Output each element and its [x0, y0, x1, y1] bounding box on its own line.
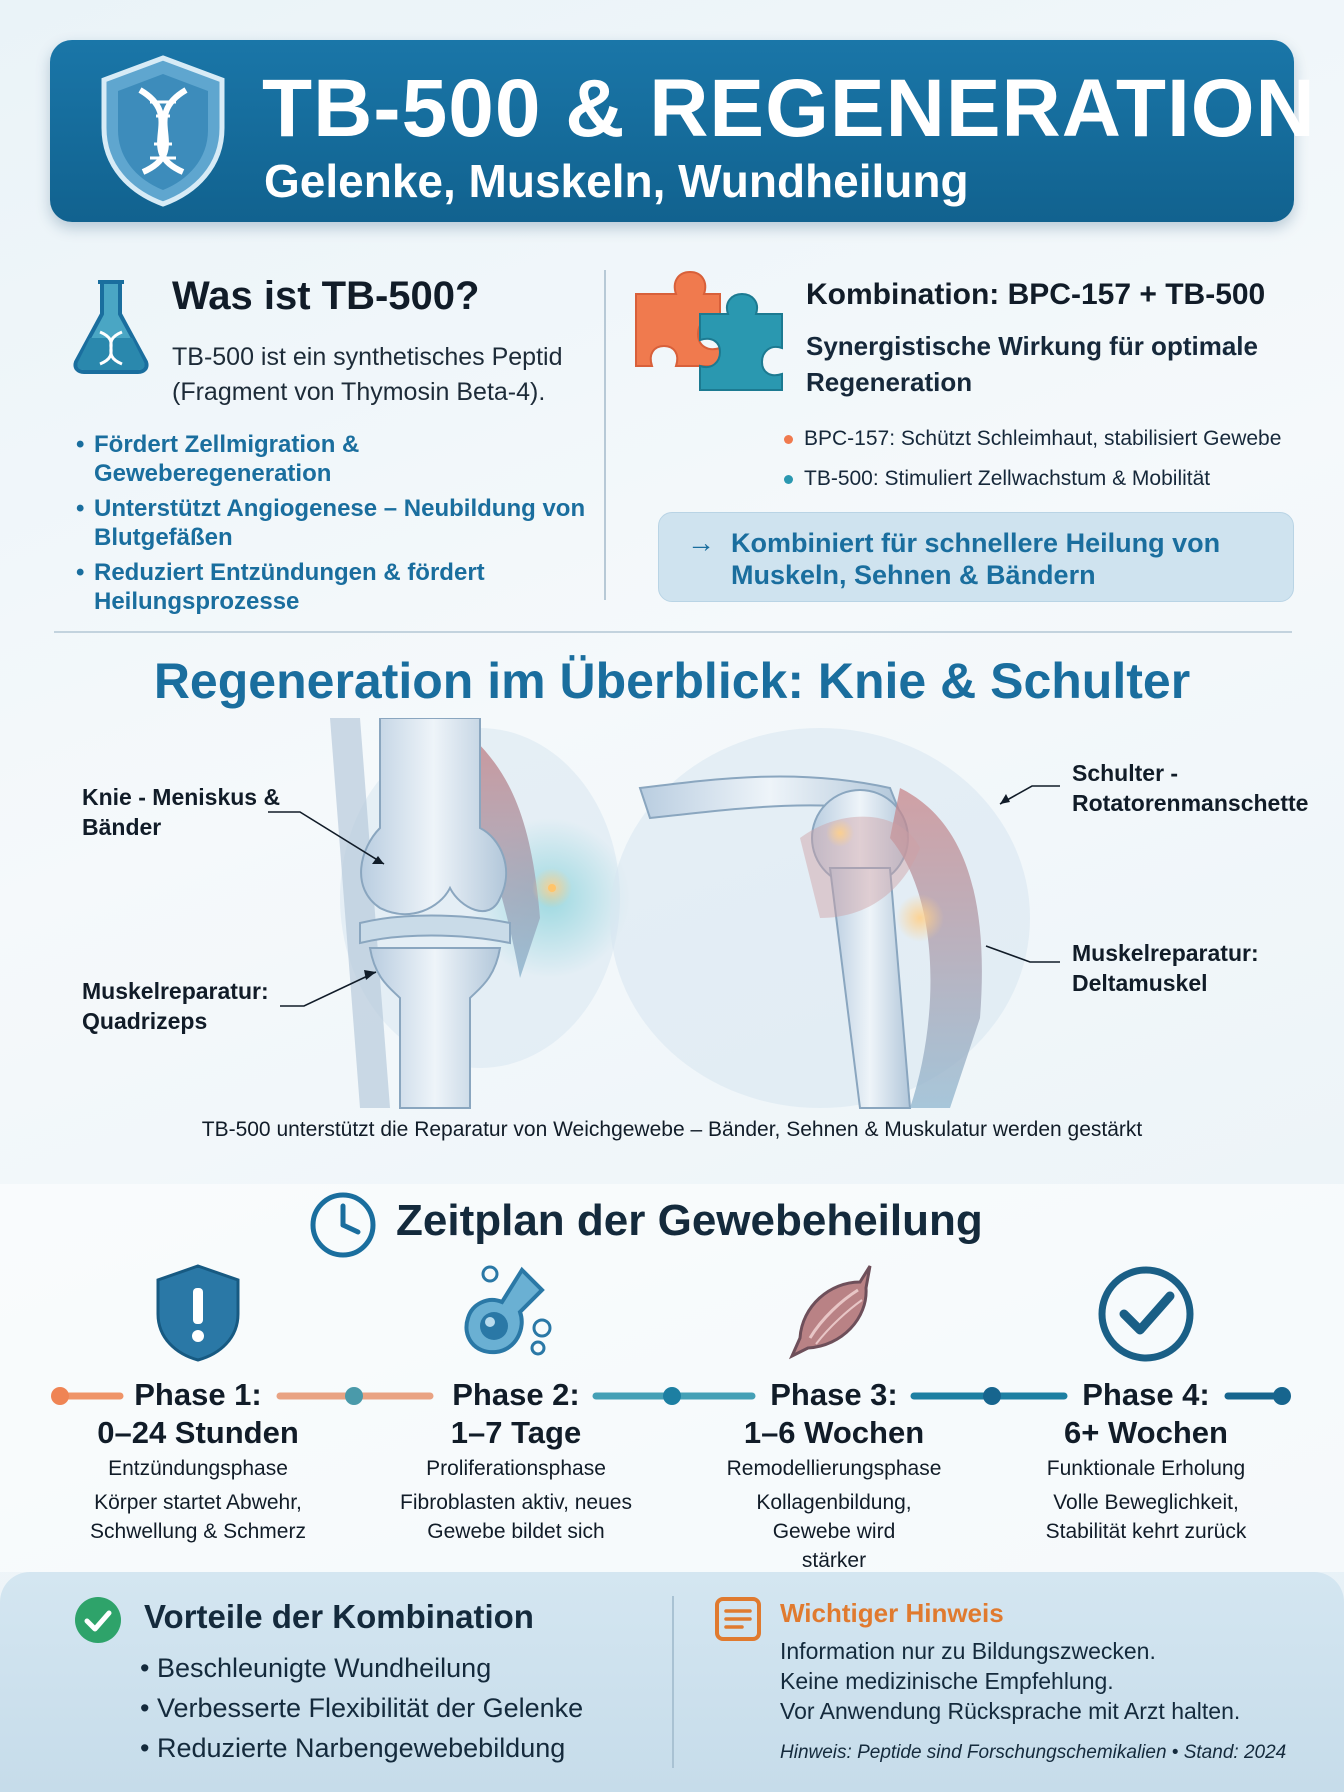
timeline-phase-2 — [366, 1376, 666, 1546]
document-note-icon — [714, 1596, 762, 1642]
list-item: • Fördert Zellmigration & Geweberegeneration — [76, 430, 596, 488]
shoulder-illustration — [610, 728, 1030, 1108]
list-item — [784, 424, 1304, 454]
flask-dna-icon — [68, 276, 154, 376]
page-title: TB-500 & REGENERATION — [262, 63, 1316, 154]
phase-text: Kollagenbildung, Gewebe wird stärker — [756, 1491, 912, 1572]
phase-label: Funktionale Erholung — [1046, 1457, 1246, 1480]
section-divider — [54, 631, 1292, 633]
benefits-title: Vorteile der Kombination — [144, 1598, 534, 1635]
phase-name: Phase 3: — [770, 1377, 898, 1412]
phase-duration: 0–24 Stunden — [97, 1415, 299, 1450]
combination-highlight-text: Kombiniert für schnellere Heilung von Muskeln, Sehnen & Bändern — [731, 528, 1221, 590]
benefits-list — [140, 1648, 583, 1768]
clock-icon — [308, 1190, 378, 1260]
knee-label: Knie - Meniskus & Bänder — [82, 784, 281, 840]
muscle-icon — [786, 1262, 886, 1362]
notice-lines — [780, 1636, 1240, 1726]
phase-duration: 1–6 Wochen — [743, 1415, 925, 1450]
what-is-title: Was ist TB-500? — [172, 274, 480, 318]
teal-dot-icon — [784, 475, 793, 484]
notice-line: Information nur zu Bildungszwecken. — [780, 1638, 1156, 1664]
quadriceps-label: Muskelreparatur: Quadrizeps — [82, 978, 269, 1034]
page-subtitle: Gelenke, Muskeln, Wundheilung — [264, 155, 969, 207]
column-divider — [672, 1596, 674, 1768]
shield-alert-icon — [148, 1262, 248, 1362]
phase-name: Phase 1: — [134, 1377, 262, 1412]
timeline-phase-3 — [684, 1376, 984, 1575]
combination-subtitle: Synergistische Wirkung für optimale Regeneration — [806, 331, 1258, 397]
phase-name: Phase 2: — [452, 1377, 580, 1412]
column-divider — [604, 270, 606, 600]
shoulder-label: Schulter - Rotatorenmanschette — [1072, 760, 1309, 816]
phase-label: Remodellierungsphase — [726, 1457, 942, 1480]
phase-name: Phase 4: — [1082, 1377, 1210, 1412]
footnote: Hinweis: Peptide sind Forschungschemikalien • Stand: 2024 — [780, 1742, 1287, 1763]
phase-text: Körper startet Abwehr, Schwellung & Schmerz — [90, 1491, 306, 1543]
phase-text: Volle Beweglichkeit, Stabilität kehrt zurück — [1045, 1491, 1247, 1543]
check-badge-icon — [74, 1596, 122, 1644]
list-item: • Unterstützt Angiogenese – Neubildung von Blutgefäßen — [76, 494, 596, 552]
phase-duration: 6+ Wochen — [1064, 1415, 1228, 1450]
list-item: • Verbesserte Flexibilität der Gelenke — [140, 1688, 583, 1728]
arrow-right-icon: → — [687, 527, 715, 558]
knee-shoulder-illustration — [300, 718, 1060, 1116]
puzzle-icon — [628, 266, 790, 396]
combination-list — [784, 424, 1304, 504]
notice-line: Keine medizinische Empfehlung. — [780, 1668, 1114, 1694]
combination-item-tb: TB-500: Stimuliert Zellwachstum & Mobilität — [804, 467, 1211, 490]
orange-dot-icon — [784, 435, 793, 444]
list-item: • Reduzierte Narbengewebebildung — [140, 1728, 583, 1768]
knee-illustration — [330, 718, 630, 1108]
timeline-phase-1 — [48, 1376, 348, 1546]
dna-shield-icon — [98, 54, 228, 208]
timeline-title: Zeitplan der Gewebeheilung — [396, 1196, 983, 1245]
notice-line: Vor Anwendung Rücksprache mit Arzt halten. — [780, 1698, 1241, 1724]
combination-title: Kombination: BPC-157 + TB-500 — [806, 278, 1266, 311]
combination-highlight-box — [658, 512, 1294, 602]
what-is-description: TB-500 ist ein synthetisches Peptid (Fragment von Thymosin Beta-4). — [172, 343, 563, 406]
notice-title: Wichtiger Hinweis — [780, 1598, 1004, 1628]
cell-flask-icon — [460, 1262, 560, 1362]
check-circle-icon — [1096, 1262, 1196, 1362]
illustration-caption: TB-500 unterstützt die Reparatur von Weichgewebe – Bänder, Sehnen & Muskulatur werden gestärkt — [201, 1118, 1143, 1141]
list-item: • Beschleunigte Wundheilung — [140, 1648, 583, 1688]
deltoid-label: Muskelreparatur: Deltamuskel — [1072, 940, 1259, 996]
phase-label: Entzündungsphase — [108, 1457, 288, 1480]
list-item — [784, 464, 1304, 494]
header-banner — [50, 40, 1316, 222]
timeline-phase-4 — [996, 1376, 1296, 1546]
phase-duration: 1–7 Tage — [450, 1415, 582, 1450]
combination-item-bpc: BPC-157: Schützt Schleimhaut, stabilisiert Gewebe — [804, 427, 1282, 450]
list-item: • Reduziert Entzündungen & fördert Heilungsprozesse — [76, 558, 596, 616]
phase-text: Fibroblasten aktiv, neues Gewebe bildet sich — [400, 1491, 632, 1543]
phase-label: Proliferationsphase — [426, 1457, 606, 1480]
regeneration-title: Regeneration im Überblick: Knie & Schulter — [153, 653, 1191, 709]
what-is-bullets — [76, 430, 596, 622]
